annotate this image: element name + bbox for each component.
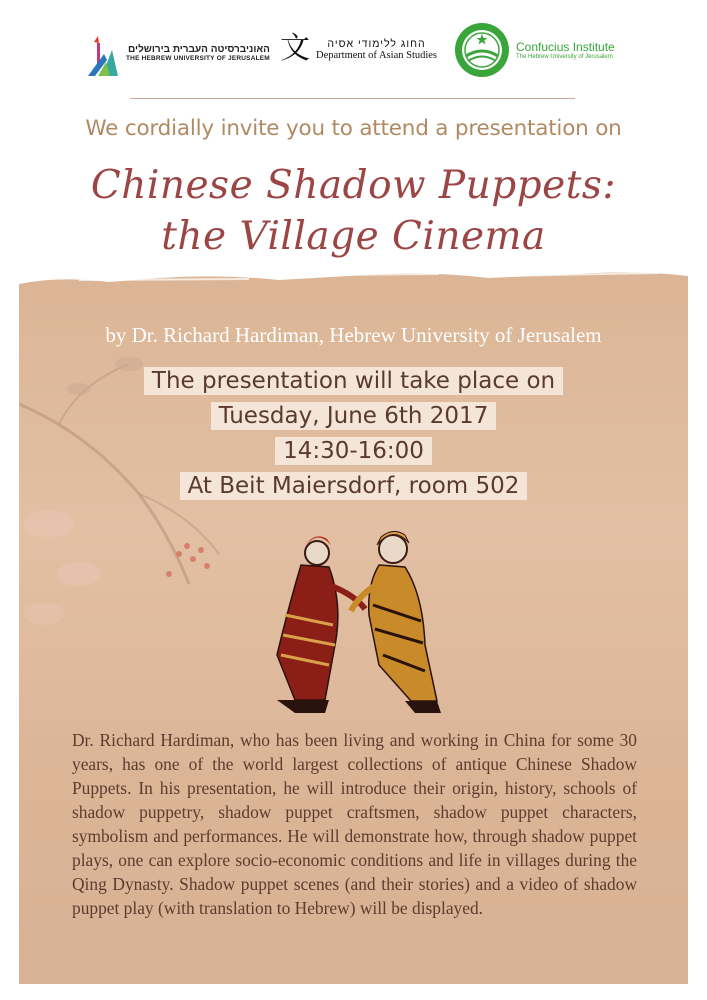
- speaker-byline: by Dr. Richard Hardiman, Hebrew University of Jerusalem: [105, 323, 602, 347]
- ci-name: Confucius Institute: [516, 40, 615, 54]
- event-time: 14:30-16:00: [0, 438, 707, 464]
- title-line-1: Chinese Shadow Puppets:: [90, 163, 617, 208]
- right-puppet-figure: [351, 531, 441, 713]
- das-english-name: Department of Asian Studies: [316, 49, 438, 61]
- ci-subtitle: The Hebrew University of Jerusalem: [516, 54, 613, 60]
- event-location: At Beit Maiersdorf, room 502: [0, 473, 707, 499]
- title-line-2: the Village Cinema: [161, 214, 546, 259]
- logo-bar: [0, 18, 707, 88]
- hebrew-university-emblem-icon: [86, 28, 120, 78]
- event-date: Tuesday, June 6th 2017: [0, 403, 707, 429]
- hebrew-university-logo: [86, 28, 270, 78]
- invitation-text: We cordially invite you to attend a presentation on: [85, 116, 622, 141]
- presentation-description: Dr. Richard Hardiman, who has been living and working in China for some 30 years, has one of the world largest collections of antique Chinese Shadow Puppets. In his presentation, he will introduce their origin, history, schools of shadow puppetry, shadow puppet craftsmen, shadow puppet characters, symbolism and performances. He will demonstrate how, through shadow puppet plays, one can explore socio-economic conditions and life in villages during the Qing Dynasty. Shadow puppet scenes (and their stories) and a video of shadow puppet play (with translation to Hebrew) will be displayed.: [72, 730, 637, 918]
- huji-english-name: THE HEBREW UNIVERSITY OF JERUSALEM: [126, 55, 270, 62]
- confucius-institute-emblem-icon: [454, 22, 510, 78]
- wen-character-icon: 文: [280, 31, 310, 66]
- left-puppet-figure: [277, 536, 365, 713]
- details-intro: The presentation will take place on: [0, 368, 707, 394]
- shadow-puppets-image: [255, 525, 460, 715]
- confucius-institute-logo: [454, 22, 615, 78]
- blossom-branch-decoration: [19, 284, 279, 744]
- asian-studies-logo: [280, 31, 438, 66]
- header-divider: [130, 98, 575, 99]
- event-title: [0, 160, 707, 262]
- das-hebrew-name: החוג ללימודי אסיה: [327, 37, 426, 50]
- huji-hebrew-name: האוניברסיטה העברית בירושלים: [128, 44, 270, 55]
